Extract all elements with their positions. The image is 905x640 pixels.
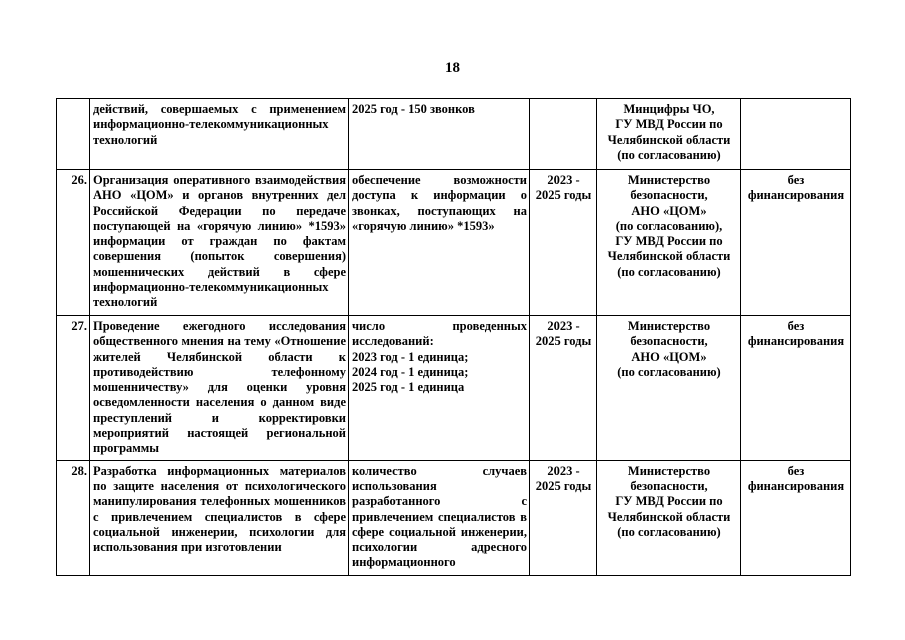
responsible-line: (по согласованию) — [617, 524, 721, 539]
responsible-line: ГУ МВД России по — [615, 494, 723, 509]
term-cell — [530, 99, 597, 170]
indicator-line: 2023 год - 1 единица; — [352, 349, 469, 364]
term-line: 2023 - — [547, 173, 580, 187]
indicator-cell — [349, 316, 530, 461]
indicator-line: обеспечение возможности доступа к информации о звонках, поступающих на «горячую линию» *1593» — [352, 173, 527, 233]
responsible-line: безопасности, — [630, 478, 708, 493]
responsible-line: АНО «ЦОМ» — [631, 203, 707, 218]
row-number: 27. — [57, 316, 90, 461]
financing-cell — [741, 170, 851, 316]
financing-line: без — [787, 319, 805, 333]
responsible-line: Министерство — [627, 319, 711, 333]
indicator-line: количество случаев использования разработанного с привлечением специалистов в сфере социальной инженерии, психологии адресного информационного — [352, 463, 527, 570]
responsible-line: Министерство — [627, 173, 711, 187]
indicator-line: 2024 год - 1 единица; — [352, 364, 469, 379]
responsible-line: Министерство — [627, 463, 711, 478]
responsible-cell — [597, 316, 741, 461]
financing-line: финансирования — [747, 478, 845, 493]
indicator-cell — [349, 460, 530, 575]
responsible-line: безопасности, — [630, 188, 708, 203]
indicator-cell — [349, 99, 530, 170]
responsible-line: ГУ МВД России по — [615, 117, 723, 132]
row-number: 28. — [57, 460, 90, 575]
page-number: 18 — [445, 60, 460, 76]
term-line: 2025 годы — [535, 188, 592, 203]
indicator-line: 2025 год - 1 единица — [352, 380, 465, 395]
program-activities-table — [56, 98, 851, 576]
financing-cell — [741, 99, 851, 170]
responsible-cell — [597, 460, 741, 575]
term-cell — [530, 170, 597, 316]
term-line: 2023 - — [547, 463, 580, 478]
term-line: 2023 - — [547, 319, 580, 333]
responsible-line: (по согласованию) — [617, 147, 721, 162]
indicator-line: число проведенных исследований: — [352, 319, 527, 349]
term-cell — [530, 316, 597, 461]
responsible-line: Челябинской области — [607, 132, 731, 147]
financing-cell — [741, 316, 851, 461]
activity-description: Организация оперативного взаимодействия АНО «ЦОМ» и органов внутренних дел Российской Федерации по передаче поступающей на «горячую линию» *1593» информации от граждан по фактам совершения (попыток совершения) мошеннических действий в сфере информационно-телекоммуникационных технологий — [90, 170, 349, 316]
indicator-cell — [349, 170, 530, 316]
term-cell — [530, 460, 597, 575]
term-line: 2025 годы — [535, 478, 592, 493]
table-row — [57, 170, 851, 316]
responsible-line: Минцифры ЧО, — [623, 102, 715, 116]
financing-line: финансирования — [747, 188, 845, 203]
row-number: 26. — [57, 170, 90, 316]
financing-line: финансирования — [747, 334, 845, 349]
responsible-line: (по согласованию) — [617, 264, 721, 279]
row-number — [57, 99, 90, 170]
responsible-cell — [597, 170, 741, 316]
activity-description: Проведение ежегодного исследования общественного мнения на тему «Отношение жителей Челябинской области к противодействию телефонному мошенничеству» для оценки уровня осведомленности населения о данном виде преступлений и корректировки мероприятий настоящей региональной программы — [90, 316, 349, 461]
responsible-line: (по согласованию) — [617, 364, 721, 379]
responsible-line: ГУ МВД России по — [615, 234, 723, 249]
financing-cell — [741, 460, 851, 575]
responsible-line: АНО «ЦОМ» — [631, 349, 707, 364]
indicator-line: 2025 год - 150 звонков — [352, 102, 475, 116]
term-line: 2025 годы — [535, 334, 592, 349]
responsible-line: безопасности, — [630, 334, 708, 349]
financing-line: без — [787, 173, 805, 187]
responsible-line: Челябинской области — [607, 249, 731, 264]
responsible-line: Челябинской области — [607, 509, 731, 524]
table-row — [57, 460, 851, 575]
responsible-cell — [597, 99, 741, 170]
table-row — [57, 99, 851, 170]
financing-line: без — [787, 463, 805, 478]
activity-description: действий, совершаемых с применением информационно-телекоммуникационных технологий — [90, 99, 349, 170]
table-row — [57, 316, 851, 461]
activity-description: Разработка информационных материалов по защите населения от психологического манипулирования телефонных мошенников с привлечением специалистов в сфере социальной инженерии, психологии для использования при изготовлении — [90, 460, 349, 575]
responsible-line: (по согласованию), — [615, 218, 723, 233]
